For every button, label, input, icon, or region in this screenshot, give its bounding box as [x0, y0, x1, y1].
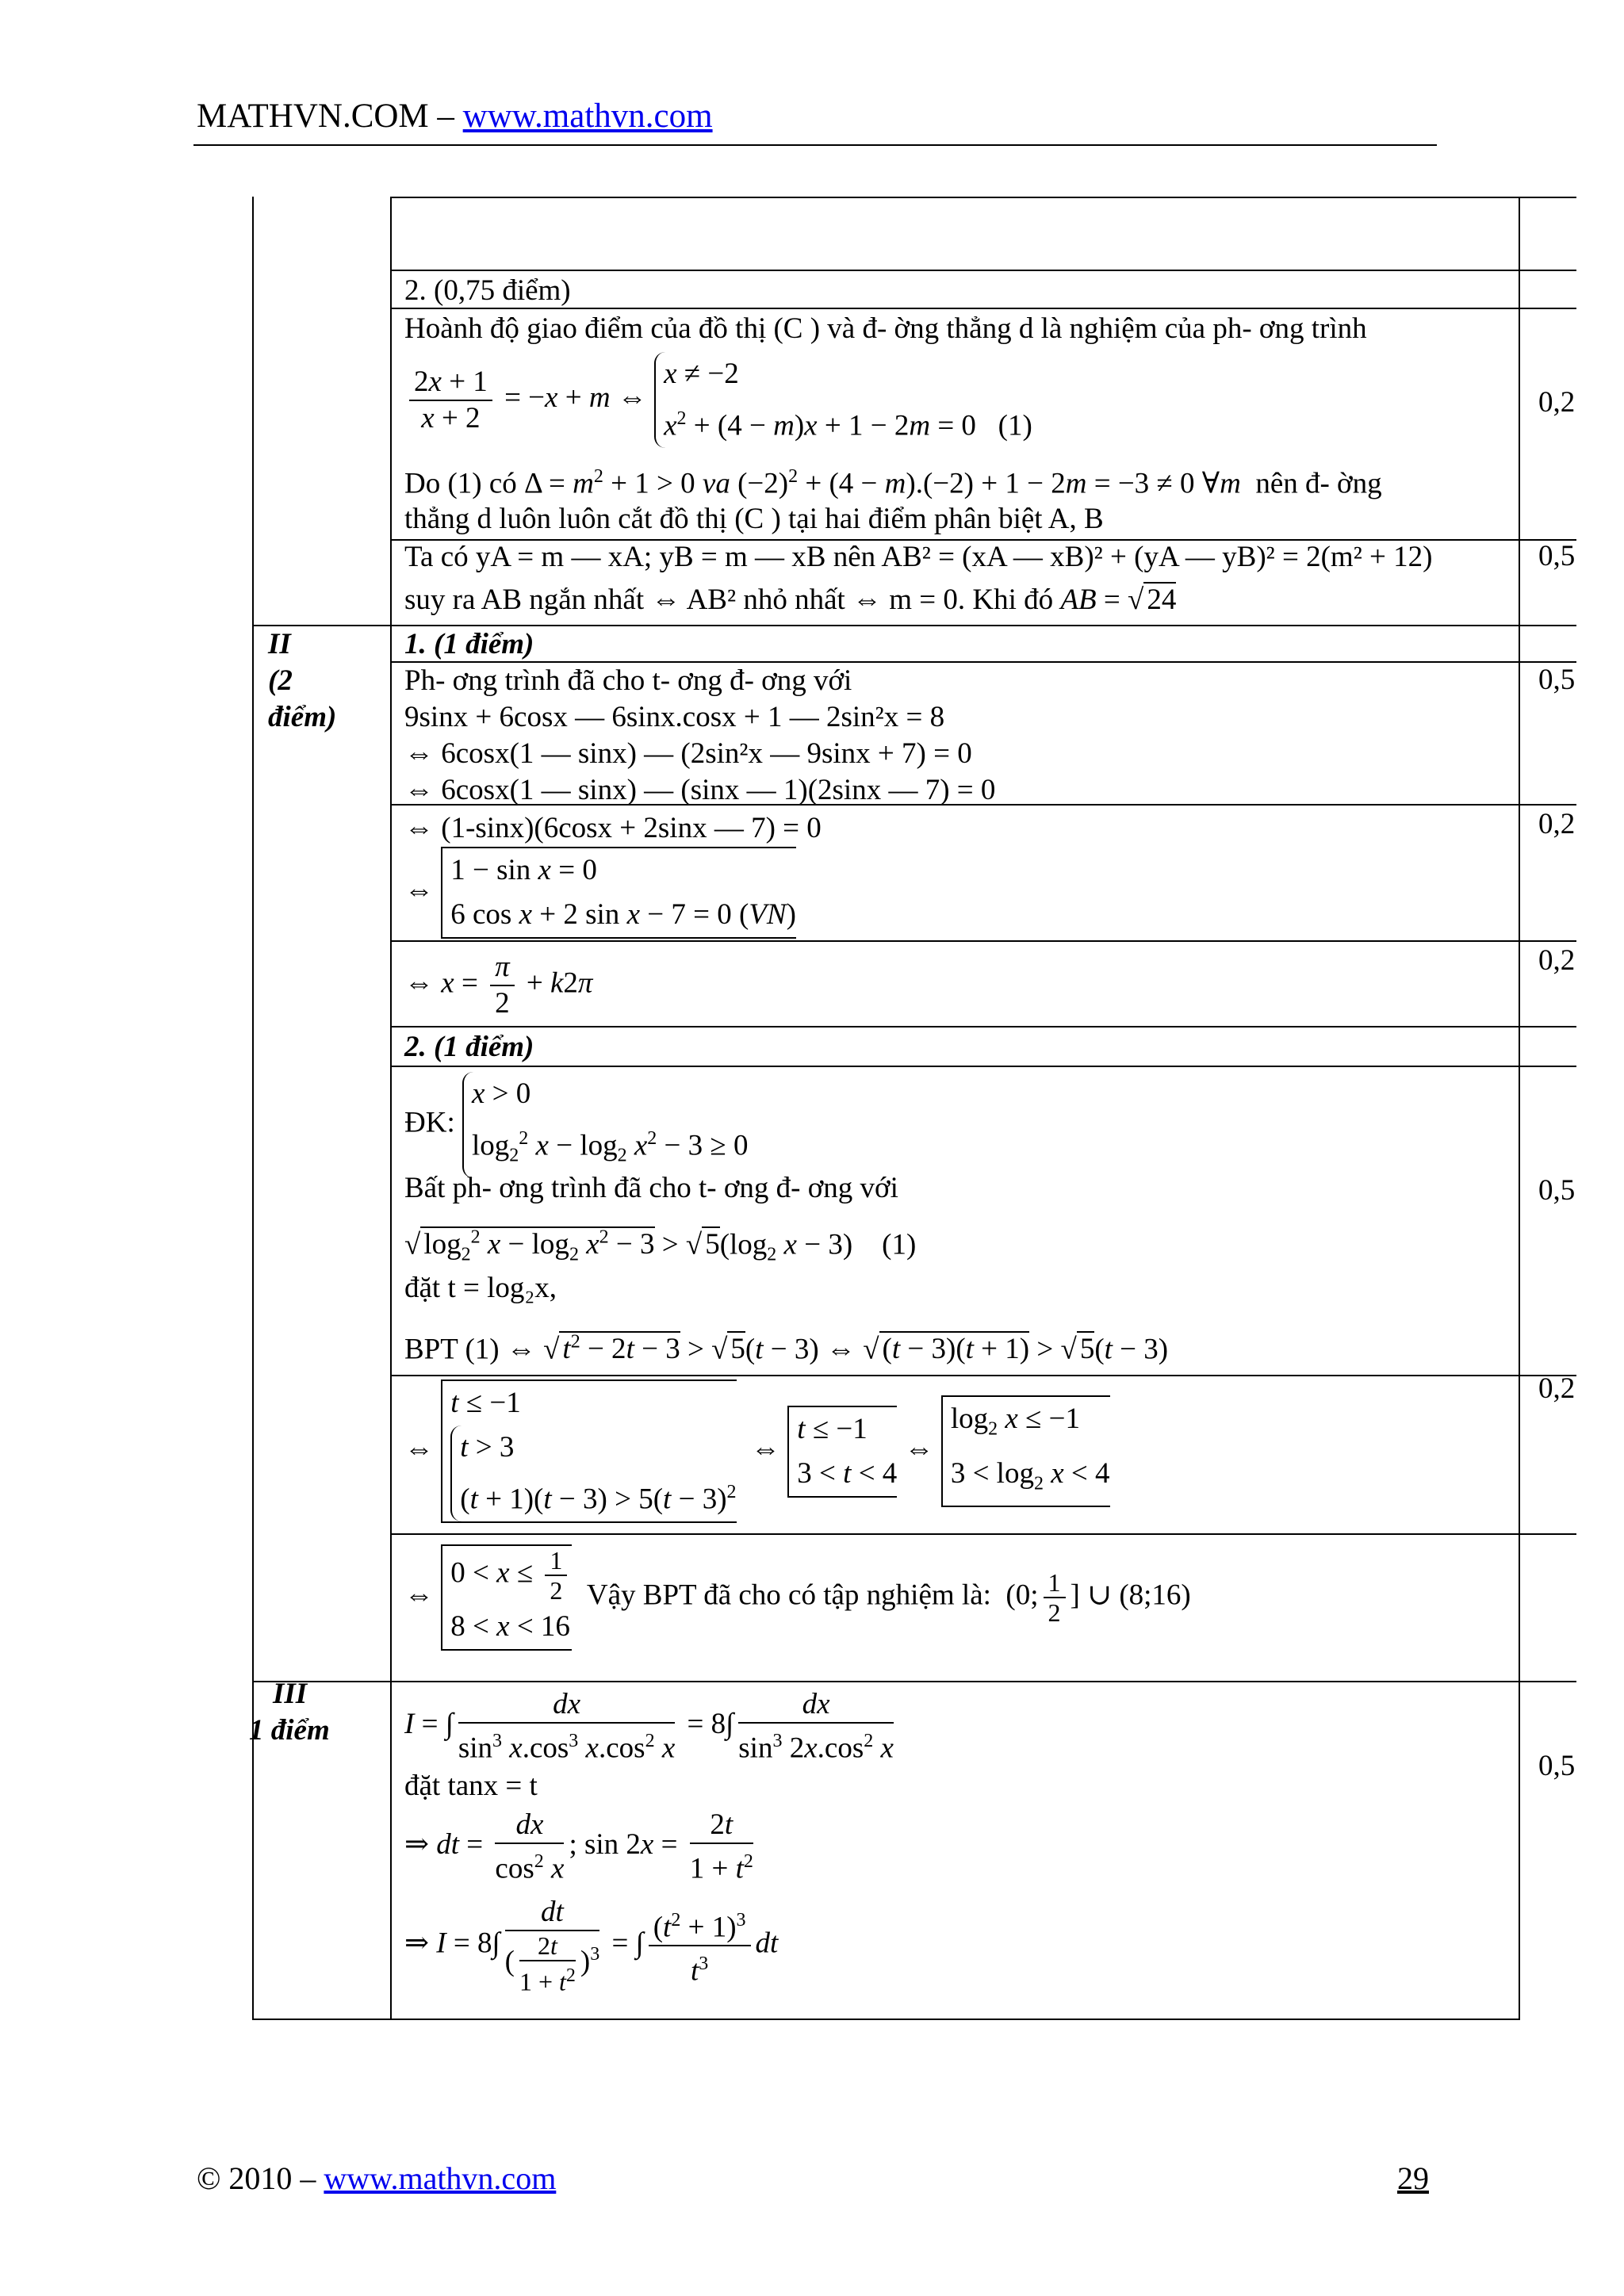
math-equation: ⇔ x = $\frac{\pi}{2}$ + k2π — [404, 951, 593, 1020]
part-title: 2. (1 điểm) — [404, 1031, 534, 1063]
math-equation: ⇒ I = 8∫ dt ( $\frac{2t}{1 + t^2}$ )$^3$ = ∫ $\frac{(t^2 + 1)^3}{t^3}$ dt — [404, 1896, 779, 1996]
text-line: ⇔ 6cosx(1 — sinx) — (2sin²x — 9sinx + 7) = 0 — [404, 737, 972, 770]
section-label: II — [268, 628, 291, 660]
fraction: $\frac{dx}{\sin^3 2x.\cos^2 x}$ — [738, 1688, 894, 1765]
page-number: 29 — [1397, 2160, 1429, 2196]
section-label: điểm) — [268, 701, 337, 733]
math-equation — [404, 1072, 748, 1178]
score: 0,5 — [1538, 1174, 1576, 1207]
section-label: 1 điểm — [249, 1714, 330, 1747]
table-border-bottom — [252, 2019, 1519, 2020]
math-equation: √ $\log_2^2 x - \log_2 x^2 - 3$ > √ $5(\log_2$ x − 3) (1) — [404, 1227, 917, 1265]
score: 0,5 — [1538, 1750, 1576, 1782]
header-rule — [193, 144, 1437, 146]
fraction: $\frac{dx}{\sin^3 x.\cos^3 x.\cos^2 x}$ — [458, 1688, 676, 1765]
text-line: thẳng d luôn luôn cắt đồ thị (C ) tại hai điểm phân biệt A, B — [404, 503, 1104, 535]
row-line — [390, 1533, 1576, 1535]
text-line: Bất ph- ơng trình đã cho t- ơng đ- ơng với — [404, 1172, 898, 1204]
section-label: (2 — [268, 664, 293, 697]
score: 0,2 — [1538, 1372, 1576, 1405]
table-divider-2 — [1519, 197, 1520, 2020]
part-title: 2. (0,75 điểm) — [404, 274, 571, 307]
text-fragment: BPT (1) ⇔ — [404, 1333, 536, 1366]
system-brace: x > 0 $\log_2^2 x - \log_2 x^2 - 3 \ge 0$ — [462, 1072, 749, 1178]
row-line — [390, 940, 1576, 942]
text-fragment: ĐK: — [404, 1106, 455, 1139]
text-line: đặt tanx = t — [404, 1770, 538, 1802]
math-equation: ⇔ 1 − sin x = 0 6 cos x + 2 sin x − 7 = 0 (VN) — [404, 847, 796, 939]
fraction: $\frac{(t^2 + 1)^3}{t^3}$ — [649, 1903, 751, 1989]
math-equation: $\frac{2x + 1}{x + 2}$ = −x + m ⇔ x ≠ −2 $x^2 + (4 - m)x + 1 - 2m = 0$ (1) — [404, 352, 1032, 448]
system-brace: x ≠ −2 $x^2 + (4 - m)x + 1 - 2m = 0$ (1) — [654, 352, 1032, 448]
text-line: ⇔ (1-sinx)(6cosx + 2sinx — 7) = 0 — [404, 812, 822, 844]
table-border-top — [390, 197, 1576, 198]
bracket-set: t ≤ −1 3 < t < 4 — [787, 1406, 897, 1498]
row-line — [390, 1026, 1576, 1027]
text-fragment: suy ra AB ngắn nhất ⇔ AB² nhỏ nhất ⇔ m = 0. Khi đó — [404, 584, 1054, 616]
bracket-set: 0 < x ≤ $\frac{1}{2}$ 8 < x < 16 — [441, 1544, 572, 1651]
row-line — [390, 1066, 1576, 1067]
text-line: Ta có yA = m — xA; yB = m — xB nên AB² = (xA — xB)² + (yA — yB)² = 2(m² + 12) — [404, 541, 1433, 573]
math-equation: BPT (1) ⇔ √ $t^2 - 2t - 3$ > √ 5(t − 3) ⇔ √ (t − 3)(t + 1) > √ 5(t − 3) — [404, 1332, 1169, 1366]
footer-copyright: © 2010 – — [197, 2160, 324, 2196]
bracket-set: $\log_2 x \le -1$ $3 < \log_2 x < 4$ — [941, 1395, 1110, 1507]
text-line: Do (1) có $\Delta = m^2 + 1 > 0$ va $(-2)^2 + (4 - m).(-2) + 1 - 2m = -3 \ne 0$ ∀m nên đ- ờng — [404, 466, 1382, 500]
math-equation: ⇔ t ≤ −1 t > 3 $(t + 1)(t - 3) > 5(t - 3)^2$ ⇔ t ≤ −1 3 < t < 4 ⇔ $\log_2 x \le -1$ $3 < \log_2 x < 4$ — [404, 1380, 1110, 1523]
row-line — [390, 270, 1576, 271]
score: 0,5 — [1538, 540, 1576, 572]
row-line — [252, 1681, 1576, 1682]
text-line: Hoành độ giao điểm của đồ thị (C ) và đ- ờng thẳng d là nghiệm của ph- ơng trình — [404, 312, 1367, 345]
page-footer — [197, 2160, 556, 2197]
header-link[interactable]: www.mathvn.com — [462, 98, 713, 135]
fraction: $\frac{2t}{1 + t^2}$ — [689, 1808, 753, 1885]
text-fragment: Do (1) có — [404, 467, 517, 500]
fraction: dt ( $\frac{2t}{1 + t^2}$ )$^3$ — [504, 1896, 600, 1996]
text-line: 9sinx + 6cosx — 6sinx.cosx + 1 — 2sin²x = 8 — [404, 701, 945, 733]
score: 0,5 — [1538, 664, 1576, 696]
fraction: $\frac{dx}{\cos^2 x}$ — [495, 1808, 565, 1885]
text-fragment: nên đ- ờng — [1255, 467, 1382, 500]
header-site: MATHVN.COM – — [197, 98, 463, 135]
math-equation: ⇔ 0 < x ≤ $\frac{1}{2}$ 8 < x < 16 Vậy BPT đã cho có tập nghiệm là: (0; $\frac{1}{2}$ ] ∪ (8;16) — [404, 1544, 1191, 1651]
score: 0,2 — [1538, 944, 1576, 977]
text-fragment: Vậy BPT đã cho có tập nghiệm là: — [586, 1578, 991, 1612]
footer-link[interactable]: www.mathvn.com — [324, 2160, 557, 2196]
bracket-set: 1 − sin x = 0 6 cos x + 2 sin x − 7 = 0 (VN) — [441, 847, 796, 939]
fraction: $\frac{2x + 1}{x + 2}$ — [409, 365, 492, 436]
score: 0,2 — [1538, 386, 1576, 419]
math-equation: I = ∫ $\frac{dx}{\sin^3 x.\cos^3 x.\cos^2 x}$ = 8∫ $\frac{dx}{\sin^3 2x.\cos^2 x}$ — [404, 1688, 894, 1765]
text-line: ⇔ 6cosx(1 — sinx) — (sinx — 1)(2sinx — 7) = 0 — [404, 774, 996, 806]
page-header — [197, 97, 713, 136]
score: 0,2 — [1538, 808, 1576, 840]
text-line: Ph- ơng trình đã cho t- ơng đ- ơng với — [404, 664, 852, 697]
fraction: $\frac{\pi}{2}$ — [490, 950, 515, 1021]
table-divider-1 — [390, 197, 392, 2020]
math-equation: ⇒ dt = $\frac{dx}{\cos^2 x}$ ; sin 2x = $\frac{2t}{1 + t^2}$ — [404, 1808, 753, 1885]
part-title: 1. (1 điểm) — [404, 628, 534, 660]
text-line: suy ra AB ngắn nhất ⇔ AB² nhỏ nhất ⇔ m = 0. Khi đó AB = √ 24 — [404, 584, 1177, 616]
section-label: III — [273, 1678, 308, 1710]
text-line: đặt t = log₂x, — [404, 1272, 557, 1304]
row-line — [390, 1375, 1576, 1376]
bracket-set: t ≤ −1 t > 3 $(t + 1)(t - 3) > 5(t - 3)^2$ — [441, 1380, 736, 1523]
